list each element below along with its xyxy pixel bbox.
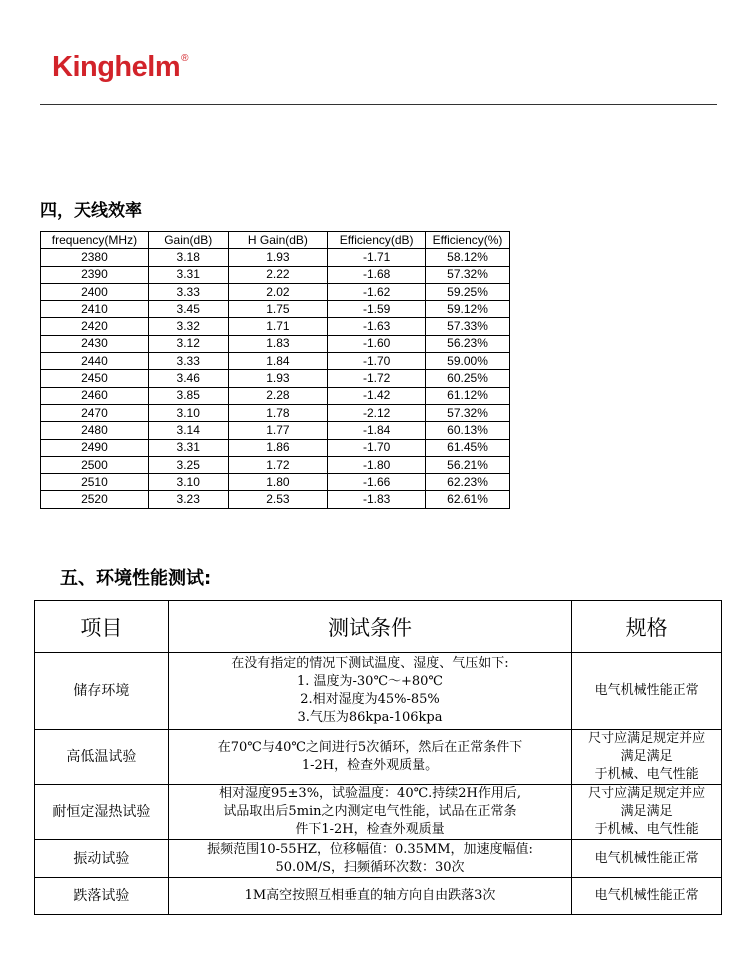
table-cell: 1.84 <box>228 353 328 370</box>
condition-line: 相对湿度95±3%，试验温度：40℃.持续2H作用后, <box>218 786 521 801</box>
table-cell: 3.12 <box>148 335 228 352</box>
table-cell: 2450 <box>41 370 149 387</box>
table-cell: 2460 <box>41 387 149 404</box>
table-row <box>41 301 510 318</box>
table-cell: -1.42 <box>328 387 426 404</box>
kinghelm-logo <box>52 50 187 91</box>
table-row <box>41 370 510 387</box>
table-row <box>41 474 510 491</box>
table-cell: 1.78 <box>228 404 328 421</box>
table-row <box>41 404 510 421</box>
test-item: 振动试验 <box>35 840 169 878</box>
table-cell: 3.45 <box>148 301 228 318</box>
table-cell: 1.75 <box>228 301 328 318</box>
table-cell: 2520 <box>41 491 149 508</box>
condition-line: 50.0M/S，扫频循环次数：30次 <box>275 859 465 875</box>
test-spec <box>572 785 722 840</box>
table-cell: 3.25 <box>148 456 228 473</box>
spec-line: 于机械、电气性能 <box>594 822 699 837</box>
table-cell: 3.14 <box>148 422 228 439</box>
table-cell: 2470 <box>41 404 149 421</box>
table-cell: 2390 <box>41 266 149 283</box>
table-cell: -2.12 <box>328 404 426 421</box>
spec-line: 满足满足 <box>620 749 673 764</box>
table-cell: 61.12% <box>426 387 510 404</box>
test-condition <box>168 653 571 730</box>
table-cell: 57.33% <box>426 318 510 335</box>
table-cell: 62.23% <box>426 474 510 491</box>
table-cell: 3.31 <box>148 439 228 456</box>
table-cell: 3.32 <box>148 318 228 335</box>
header-spec: 规格 <box>572 601 722 653</box>
table-row <box>35 730 722 785</box>
table-row <box>41 266 510 283</box>
section5-title: 五、环境性能测试: <box>60 568 212 589</box>
table-cell: 57.32% <box>426 404 510 421</box>
spec-line: 电气机械性能正常 <box>594 683 699 698</box>
table-cell: -1.63 <box>328 318 426 335</box>
table-cell: 3.18 <box>148 249 228 266</box>
table-row <box>41 335 510 352</box>
spec-line: 于机械、电气性能 <box>594 767 699 782</box>
table-cell: -1.72 <box>328 370 426 387</box>
condition-line: 件下1-2H，检查外观质量 <box>295 822 445 837</box>
table-row <box>41 353 510 370</box>
table-cell: 59.12% <box>426 301 510 318</box>
table-cell: -1.59 <box>328 301 426 318</box>
table-row <box>41 283 510 300</box>
table-cell: -1.71 <box>328 249 426 266</box>
efficiency-table <box>40 231 510 509</box>
table-row <box>35 878 722 915</box>
table-cell: 62.61% <box>426 491 510 508</box>
table-cell: 2.28 <box>228 387 328 404</box>
table-cell: 1.80 <box>228 474 328 491</box>
table-cell: 2410 <box>41 301 149 318</box>
table-cell: 59.00% <box>426 353 510 370</box>
table-cell: 58.12% <box>426 249 510 266</box>
table-cell: 3.31 <box>148 266 228 283</box>
efficiency-header-cell: Efficiency(dB) <box>328 232 426 249</box>
condition-line: 振频范围10-55HZ，位移幅值：0.35MM，加速度幅值: <box>207 841 533 857</box>
efficiency-header-cell: Gain(dB) <box>148 232 228 249</box>
table-cell: 61.45% <box>426 439 510 456</box>
table-cell: 2440 <box>41 353 149 370</box>
test-item: 高低温试验 <box>35 730 169 785</box>
table-cell: 2.22 <box>228 266 328 283</box>
table-cell: 1.71 <box>228 318 328 335</box>
header-condition: 测试条件 <box>168 601 571 653</box>
table-row <box>35 785 722 840</box>
table-cell: 60.13% <box>426 422 510 439</box>
test-condition <box>168 840 571 878</box>
table-row <box>41 491 510 508</box>
header-divider <box>40 104 717 105</box>
table-cell: 2430 <box>41 335 149 352</box>
table-cell: 3.85 <box>148 387 228 404</box>
test-condition <box>168 785 571 840</box>
condition-line: 1M高空按照互相垂直的轴方向自由跌落3次 <box>244 888 496 903</box>
spec-line: 电气机械性能正常 <box>594 888 699 903</box>
test-spec <box>572 653 722 730</box>
table-cell: 2480 <box>41 422 149 439</box>
table-cell: 2.53 <box>228 491 328 508</box>
test-item: 跌落试验 <box>35 878 169 915</box>
table-cell: 2490 <box>41 439 149 456</box>
table-row <box>35 653 722 730</box>
table-cell: 3.23 <box>148 491 228 508</box>
condition-line: 3.气压为86kpa-106kpa <box>297 710 443 725</box>
table-row <box>41 249 510 266</box>
table-cell: 57.32% <box>426 266 510 283</box>
table-cell: 2500 <box>41 456 149 473</box>
table-cell: 60.25% <box>426 370 510 387</box>
table-cell: -1.60 <box>328 335 426 352</box>
table-cell: 1.93 <box>228 249 328 266</box>
condition-line: 试品取出后5min之内测定电气性能，试品在正常条 <box>223 804 517 819</box>
spec-line: 尺寸应满足规定并应 <box>588 786 706 801</box>
test-item: 耐恒定湿热试验 <box>35 785 169 840</box>
section4-title: 四，天线效率 <box>40 201 142 221</box>
efficiency-header-cell: frequency(MHz) <box>41 232 149 249</box>
spec-line: 尺寸应满足规定并应 <box>588 731 706 746</box>
environment-test-table <box>34 600 722 915</box>
condition-line: 1. 温度为-30℃～+80℃ <box>296 674 443 689</box>
table-cell: 2380 <box>41 249 149 266</box>
registered-mark: ® <box>181 53 188 64</box>
table-cell: 2.02 <box>228 283 328 300</box>
table-cell: 2510 <box>41 474 149 491</box>
table-row <box>41 439 510 456</box>
condition-line: 在没有指定的情况下测试温度、湿度、气压如下: <box>231 656 509 671</box>
table-cell: -1.70 <box>328 353 426 370</box>
table-cell: -1.68 <box>328 266 426 283</box>
table-cell: -1.70 <box>328 439 426 456</box>
table-cell: 3.46 <box>148 370 228 387</box>
test-spec <box>572 840 722 878</box>
spec-line: 满足满足 <box>620 804 673 819</box>
table-cell: -1.62 <box>328 283 426 300</box>
table-cell: 3.10 <box>148 404 228 421</box>
table-cell: 56.21% <box>426 456 510 473</box>
table-row <box>41 456 510 473</box>
spec-line: 电气机械性能正常 <box>594 850 699 866</box>
test-condition <box>168 730 571 785</box>
test-item: 储存环境 <box>35 653 169 730</box>
table-cell: 1.93 <box>228 370 328 387</box>
table-row <box>41 387 510 404</box>
table-row <box>41 422 510 439</box>
condition-line: 在70℃与40℃之间进行5次循环，然后在正常条件下 <box>217 740 523 755</box>
table-cell: 1.77 <box>228 422 328 439</box>
table-cell: 3.33 <box>148 283 228 300</box>
efficiency-header-cell: Efficiency(%) <box>426 232 510 249</box>
test-spec <box>572 878 722 915</box>
table-cell: -1.80 <box>328 456 426 473</box>
test-condition <box>168 878 571 915</box>
table-cell: 1.86 <box>228 439 328 456</box>
table-row <box>41 318 510 335</box>
header-item: 项目 <box>35 601 169 653</box>
condition-line: 1-2H，检查外观质量。 <box>301 758 439 773</box>
table-cell: -1.84 <box>328 422 426 439</box>
table-cell: -1.83 <box>328 491 426 508</box>
table-cell: 59.25% <box>426 283 510 300</box>
table-cell: -1.66 <box>328 474 426 491</box>
brand-name: Kinghelm <box>52 51 181 83</box>
table-cell: 56.23% <box>426 335 510 352</box>
table-cell: 2400 <box>41 283 149 300</box>
condition-line: 2.相对湿度为45%-85% <box>300 692 440 707</box>
table-cell: 1.83 <box>228 335 328 352</box>
table-cell: 1.72 <box>228 456 328 473</box>
table-cell: 3.33 <box>148 353 228 370</box>
table-cell: 3.10 <box>148 474 228 491</box>
table-cell: 2420 <box>41 318 149 335</box>
efficiency-header-row <box>41 232 510 249</box>
table-row <box>35 840 722 878</box>
environment-header-row <box>35 601 722 653</box>
efficiency-header-cell: H Gain(dB) <box>228 232 328 249</box>
test-spec <box>572 730 722 785</box>
